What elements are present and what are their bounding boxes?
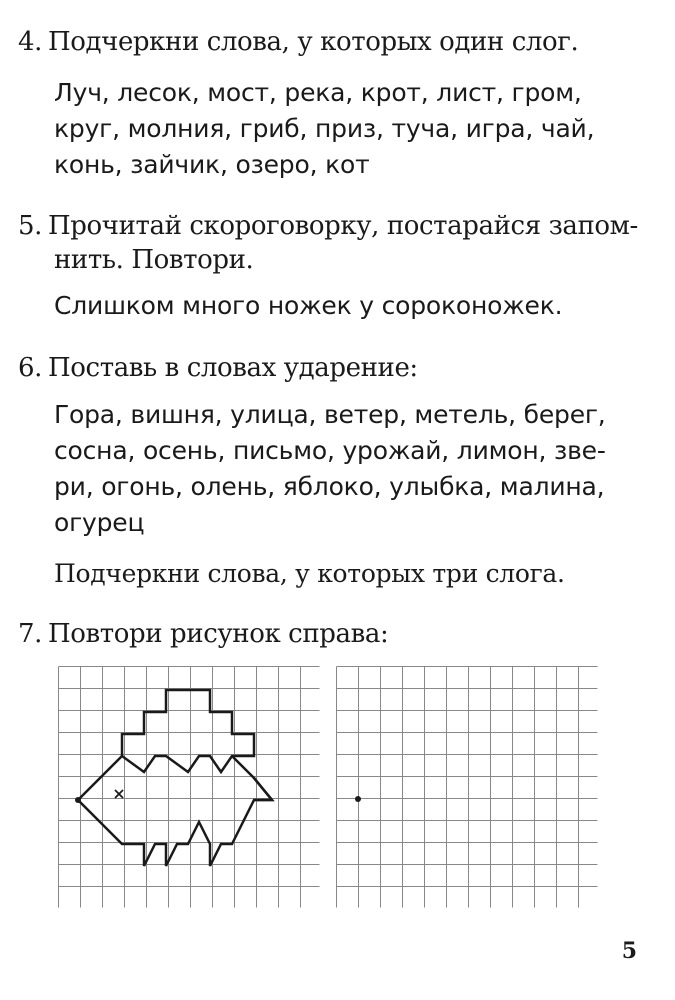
tongue-twister-text: Слишком много ножек у сороконожек. [54,291,563,320]
task-6-title: Поставь в словах ударение: [48,353,418,383]
task-4-line-2: круг, молния, гриб, приз, туча, игра, чай, [54,114,595,143]
task-5-title-line-2: нить. Повтори. [54,245,254,275]
task-5-tongue-twister [54,288,645,324]
task-4-word-list [54,75,645,183]
task-6-line-3: ри, огонь, олень, яблоко, улыбка, малина, [54,472,605,501]
task-5-number: 5. [18,211,43,241]
left-grid-svg [58,666,320,908]
task-5-heading-cont [54,240,645,280]
left-grid-with-figure [58,666,320,913]
task-5-title-line-1: Прочитай скороговорку, постарайся запом- [48,211,638,241]
task-6-line-2: сосна, осень, письмо, урожай, лимон, зве- [54,436,606,465]
fish-body [78,756,272,866]
task-7-heading [18,614,645,654]
task-7-title: Повтори рисунок справа: [48,619,389,649]
task-6-word-list [54,397,645,541]
right-empty-grid[interactable] [336,666,598,913]
task-4-number: 4. [18,27,43,57]
right-grid-svg[interactable] [336,666,598,908]
page-number: 5 [621,938,637,964]
task-4-line-3: конь, зайчик, озеро, кот [54,150,370,179]
task-4-title: Подчеркни слова, у которых один слог. [48,27,579,57]
task-6-number: 6. [18,353,43,383]
task-6-line-1: Гора, вишня, улица, ветер, метель, берег, [54,400,606,429]
start-dot-right [355,796,361,802]
task-4-line-1: Луч, лесок, мост, река, крот, лист, гром, [54,78,582,107]
task-6-line-4: огурец [54,508,145,537]
cross-mark [115,790,123,798]
task-6-heading [18,348,645,388]
start-dot [75,797,81,803]
task-4-heading [18,22,645,62]
task-7-number: 7. [18,619,43,649]
task-6-instruction: Подчеркни слова, у которых три слога. [54,559,565,588]
